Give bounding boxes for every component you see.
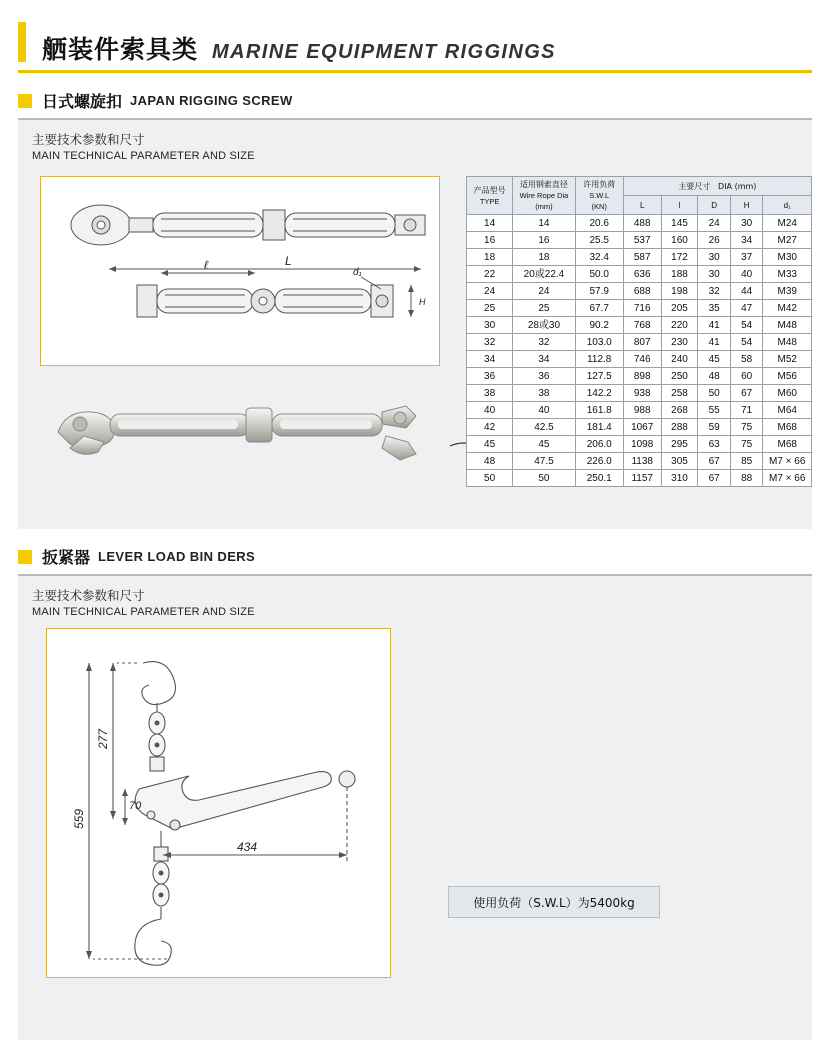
- cell-wire: 20或22.4: [513, 266, 575, 283]
- cell-L: 537: [623, 232, 661, 249]
- cell-l: 188: [661, 266, 698, 283]
- cell-wire: 14: [513, 215, 575, 232]
- cell-swl: 57.9: [575, 283, 623, 300]
- cell-wire: 28或30: [513, 317, 575, 334]
- cell-D: 67: [698, 453, 731, 470]
- cell-l: 198: [661, 283, 698, 300]
- th-type-cn: 产品型号: [473, 185, 506, 195]
- cell-l: 172: [661, 249, 698, 266]
- cell-D: 67: [698, 470, 731, 487]
- cell-L: 746: [623, 351, 661, 368]
- page-title-en: MARINE EQUIPMENT RIGGINGS: [212, 41, 556, 63]
- section-2-subtitle-cn: 主要技术参数和尺寸: [32, 588, 145, 603]
- lever-load-binder-drawing: [46, 628, 391, 978]
- cell-l: 240: [661, 351, 698, 368]
- spec-table-group-header-row: [467, 177, 812, 196]
- cell-L: 1157: [623, 470, 661, 487]
- svg-text:d₁: d₁: [353, 267, 362, 278]
- cell-d1: M42: [763, 300, 812, 317]
- cell-H: 47: [730, 300, 763, 317]
- cell-H: 75: [730, 419, 763, 436]
- cell-swl: 25.5: [575, 232, 623, 249]
- swl-note-box: [448, 886, 660, 918]
- cell-L: 807: [623, 334, 661, 351]
- table-row: [467, 419, 812, 436]
- cell-swl: 90.2: [575, 317, 623, 334]
- th-dia-en: DIA (mm): [718, 181, 757, 191]
- rigging-screw-drawing: [40, 176, 440, 366]
- cell-swl: 250.1: [575, 470, 623, 487]
- cell-swl: 181.4: [575, 419, 623, 436]
- cell-swl: 127.5: [575, 368, 623, 385]
- section-1-subtitle-en: MAIN TECHNICAL PARAMETER AND SIZE: [32, 150, 255, 162]
- cell-type: 24: [467, 283, 513, 300]
- cell-swl: 206.0: [575, 436, 623, 453]
- cell-H: 44: [730, 283, 763, 300]
- cell-swl: 50.0: [575, 266, 623, 283]
- cell-wire: 24: [513, 283, 575, 300]
- cell-wire: 38: [513, 385, 575, 402]
- cell-type: 48: [467, 453, 513, 470]
- cell-H: 67: [730, 385, 763, 402]
- cell-l: 220: [661, 317, 698, 334]
- dim-559-label: 559: [72, 808, 86, 829]
- dim-434-label: 434: [237, 840, 258, 854]
- cell-d1: M33: [763, 266, 812, 283]
- cell-D: 63: [698, 436, 731, 453]
- table-row: [467, 470, 812, 487]
- cell-H: 88: [730, 470, 763, 487]
- th-swl-cn: 许用负荷: [583, 180, 616, 189]
- cell-type: 45: [467, 436, 513, 453]
- cell-L: 1138: [623, 453, 661, 470]
- cell-l: 205: [661, 300, 698, 317]
- table-row: [467, 453, 812, 470]
- cell-L: 898: [623, 368, 661, 385]
- rigging-screw-photo: [40, 376, 440, 486]
- svg-text:ℓ: ℓ: [204, 258, 208, 272]
- cell-d1: M7 × 66: [763, 453, 812, 470]
- cell-L: 1098: [623, 436, 661, 453]
- header-accent-bar: [18, 22, 26, 62]
- rigging-screw-drawing-svg: [41, 177, 439, 365]
- section-heading-rigging-screw: [18, 89, 812, 112]
- cell-d1: M48: [763, 317, 812, 334]
- section-heading-lever-load-binder: [18, 545, 812, 568]
- cell-l: 230: [661, 334, 698, 351]
- table-row: [467, 283, 812, 300]
- cell-wire: 40: [513, 402, 575, 419]
- cell-D: 26: [698, 232, 731, 249]
- cell-d1: M52: [763, 351, 812, 368]
- cell-type: 50: [467, 470, 513, 487]
- cell-swl: 112.8: [575, 351, 623, 368]
- th-d1: d₁: [763, 196, 812, 215]
- cell-type: 25: [467, 300, 513, 317]
- cell-type: 42: [467, 419, 513, 436]
- cell-D: 41: [698, 317, 731, 334]
- cell-D: 55: [698, 402, 731, 419]
- cell-swl: 161.8: [575, 402, 623, 419]
- cell-D: 48: [698, 368, 731, 385]
- cell-wire: 45: [513, 436, 575, 453]
- cell-H: 85: [730, 453, 763, 470]
- cell-L: 587: [623, 249, 661, 266]
- cell-type: 22: [467, 266, 513, 283]
- table-row: [467, 215, 812, 232]
- cell-D: 59: [698, 419, 731, 436]
- bullet-square-icon-2: [18, 550, 32, 564]
- cell-H: 34: [730, 232, 763, 249]
- section-2-subtitle: [32, 588, 800, 620]
- th-wire-en: Wire Rope Dia: [519, 191, 569, 200]
- cell-L: 768: [623, 317, 661, 334]
- cell-swl: 67.7: [575, 300, 623, 317]
- cell-D: 45: [698, 351, 731, 368]
- cell-l: 258: [661, 385, 698, 402]
- th-type: [467, 177, 513, 215]
- cell-wire: 25: [513, 300, 575, 317]
- cell-swl: 20.6: [575, 215, 623, 232]
- th-swl-unit: (KN): [591, 202, 607, 211]
- th-dia-group: [623, 177, 811, 196]
- cell-d1: M68: [763, 436, 812, 453]
- section-1-panel: [18, 120, 812, 529]
- th-H: H: [730, 196, 763, 215]
- cell-L: 688: [623, 283, 661, 300]
- th-D: D: [698, 196, 731, 215]
- cell-d1: M30: [763, 249, 812, 266]
- table-row: [467, 351, 812, 368]
- page-header: [18, 20, 812, 73]
- table-row: [467, 300, 812, 317]
- section-1-subtitle: [32, 132, 800, 164]
- lever-binder-drawing-svg: [47, 629, 390, 977]
- cell-H: 75: [730, 436, 763, 453]
- dim-277-label: 277: [96, 728, 110, 749]
- cell-d1: M24: [763, 215, 812, 232]
- cell-type: 34: [467, 351, 513, 368]
- cell-l: 145: [661, 215, 698, 232]
- cell-H: 60: [730, 368, 763, 385]
- th-type-en: TYPE: [479, 196, 500, 206]
- page-title-cn: 舾装件索具类: [42, 35, 199, 64]
- svg-text:H: H: [419, 297, 426, 307]
- cell-swl: 32.4: [575, 249, 623, 266]
- cell-wire: 42.5: [513, 419, 575, 436]
- cell-type: 38: [467, 385, 513, 402]
- cell-d1: M39: [763, 283, 812, 300]
- cell-type: 18: [467, 249, 513, 266]
- cell-L: 988: [623, 402, 661, 419]
- cell-L: 636: [623, 266, 661, 283]
- table-row: [467, 368, 812, 385]
- cell-wire: 34: [513, 351, 575, 368]
- cell-l: 305: [661, 453, 698, 470]
- th-swl-en: S.W.L: [589, 191, 610, 200]
- table-row: [467, 402, 812, 419]
- cell-d1: M7 × 66: [763, 470, 812, 487]
- cell-type: 40: [467, 402, 513, 419]
- dim-70-label: 70: [129, 800, 142, 812]
- th-wire: [513, 177, 575, 215]
- section-2-title-cn: 扳紧器: [42, 548, 91, 567]
- th-dia-cn: 主要尺寸: [678, 181, 711, 191]
- cell-wire: 36: [513, 368, 575, 385]
- cell-l: 310: [661, 470, 698, 487]
- cell-D: 32: [698, 283, 731, 300]
- cell-H: 54: [730, 334, 763, 351]
- cell-H: 54: [730, 317, 763, 334]
- cell-wire: 50: [513, 470, 575, 487]
- cell-l: 295: [661, 436, 698, 453]
- rigging-screw-photo-svg: [40, 376, 440, 486]
- cell-type: 16: [467, 232, 513, 249]
- rigging-screw-spec-table: [466, 176, 812, 487]
- cell-l: 160: [661, 232, 698, 249]
- cell-type: 32: [467, 334, 513, 351]
- cell-D: 24: [698, 215, 731, 232]
- cell-type: 36: [467, 368, 513, 385]
- svg-text:L: L: [285, 254, 292, 268]
- cell-d1: M68: [763, 419, 812, 436]
- cell-H: 40: [730, 266, 763, 283]
- cell-H: 71: [730, 402, 763, 419]
- table-row: [467, 334, 812, 351]
- cell-swl: 103.0: [575, 334, 623, 351]
- th-wire-unit: (mm): [535, 202, 553, 211]
- cell-swl: 226.0: [575, 453, 623, 470]
- bullet-square-icon: [18, 94, 32, 108]
- cell-wire: 47.5: [513, 453, 575, 470]
- cell-L: 488: [623, 215, 661, 232]
- cell-l: 268: [661, 402, 698, 419]
- cell-H: 30: [730, 215, 763, 232]
- cell-d1: M48: [763, 334, 812, 351]
- cell-H: 37: [730, 249, 763, 266]
- cell-H: 58: [730, 351, 763, 368]
- cell-D: 30: [698, 249, 731, 266]
- section-1-subtitle-cn: 主要技术参数和尺寸: [32, 132, 145, 147]
- section-2-subtitle-en: MAIN TECHNICAL PARAMETER AND SIZE: [32, 606, 255, 618]
- table-row: [467, 385, 812, 402]
- table-row: [467, 317, 812, 334]
- cell-d1: M27: [763, 232, 812, 249]
- table-row: [467, 249, 812, 266]
- cell-wire: 16: [513, 232, 575, 249]
- cell-d1: M60: [763, 385, 812, 402]
- table-row: [467, 232, 812, 249]
- cell-L: 938: [623, 385, 661, 402]
- cell-L: 1067: [623, 419, 661, 436]
- section-2-panel: [18, 576, 812, 1040]
- cell-D: 50: [698, 385, 731, 402]
- th-L: L: [623, 196, 661, 215]
- swl-note-text: 使用负荷（S.W.L）为5400kg: [473, 895, 635, 910]
- th-swl: [575, 177, 623, 215]
- cell-wire: 32: [513, 334, 575, 351]
- cell-l: 250: [661, 368, 698, 385]
- cell-d1: M56: [763, 368, 812, 385]
- spec-table-body: [467, 215, 812, 487]
- spec-table-head: [467, 177, 812, 215]
- cell-D: 35: [698, 300, 731, 317]
- cell-D: 30: [698, 266, 731, 283]
- cell-L: 716: [623, 300, 661, 317]
- cell-swl: 142.2: [575, 385, 623, 402]
- cell-type: 30: [467, 317, 513, 334]
- th-l: l: [661, 196, 698, 215]
- section-2-title-en: LEVER LOAD BIN DERS: [98, 549, 256, 564]
- th-wire-cn: 适用钢索直径: [519, 180, 568, 189]
- table-row: [467, 436, 812, 453]
- section-1-title-en: JAPAN RIGGING SCREW: [130, 93, 293, 108]
- cell-D: 41: [698, 334, 731, 351]
- cell-wire: 18: [513, 249, 575, 266]
- section-1-title-cn: 日式螺旋扣: [42, 92, 123, 111]
- cell-type: 14: [467, 215, 513, 232]
- table-row: [467, 266, 812, 283]
- cell-d1: M64: [763, 402, 812, 419]
- cell-l: 288: [661, 419, 698, 436]
